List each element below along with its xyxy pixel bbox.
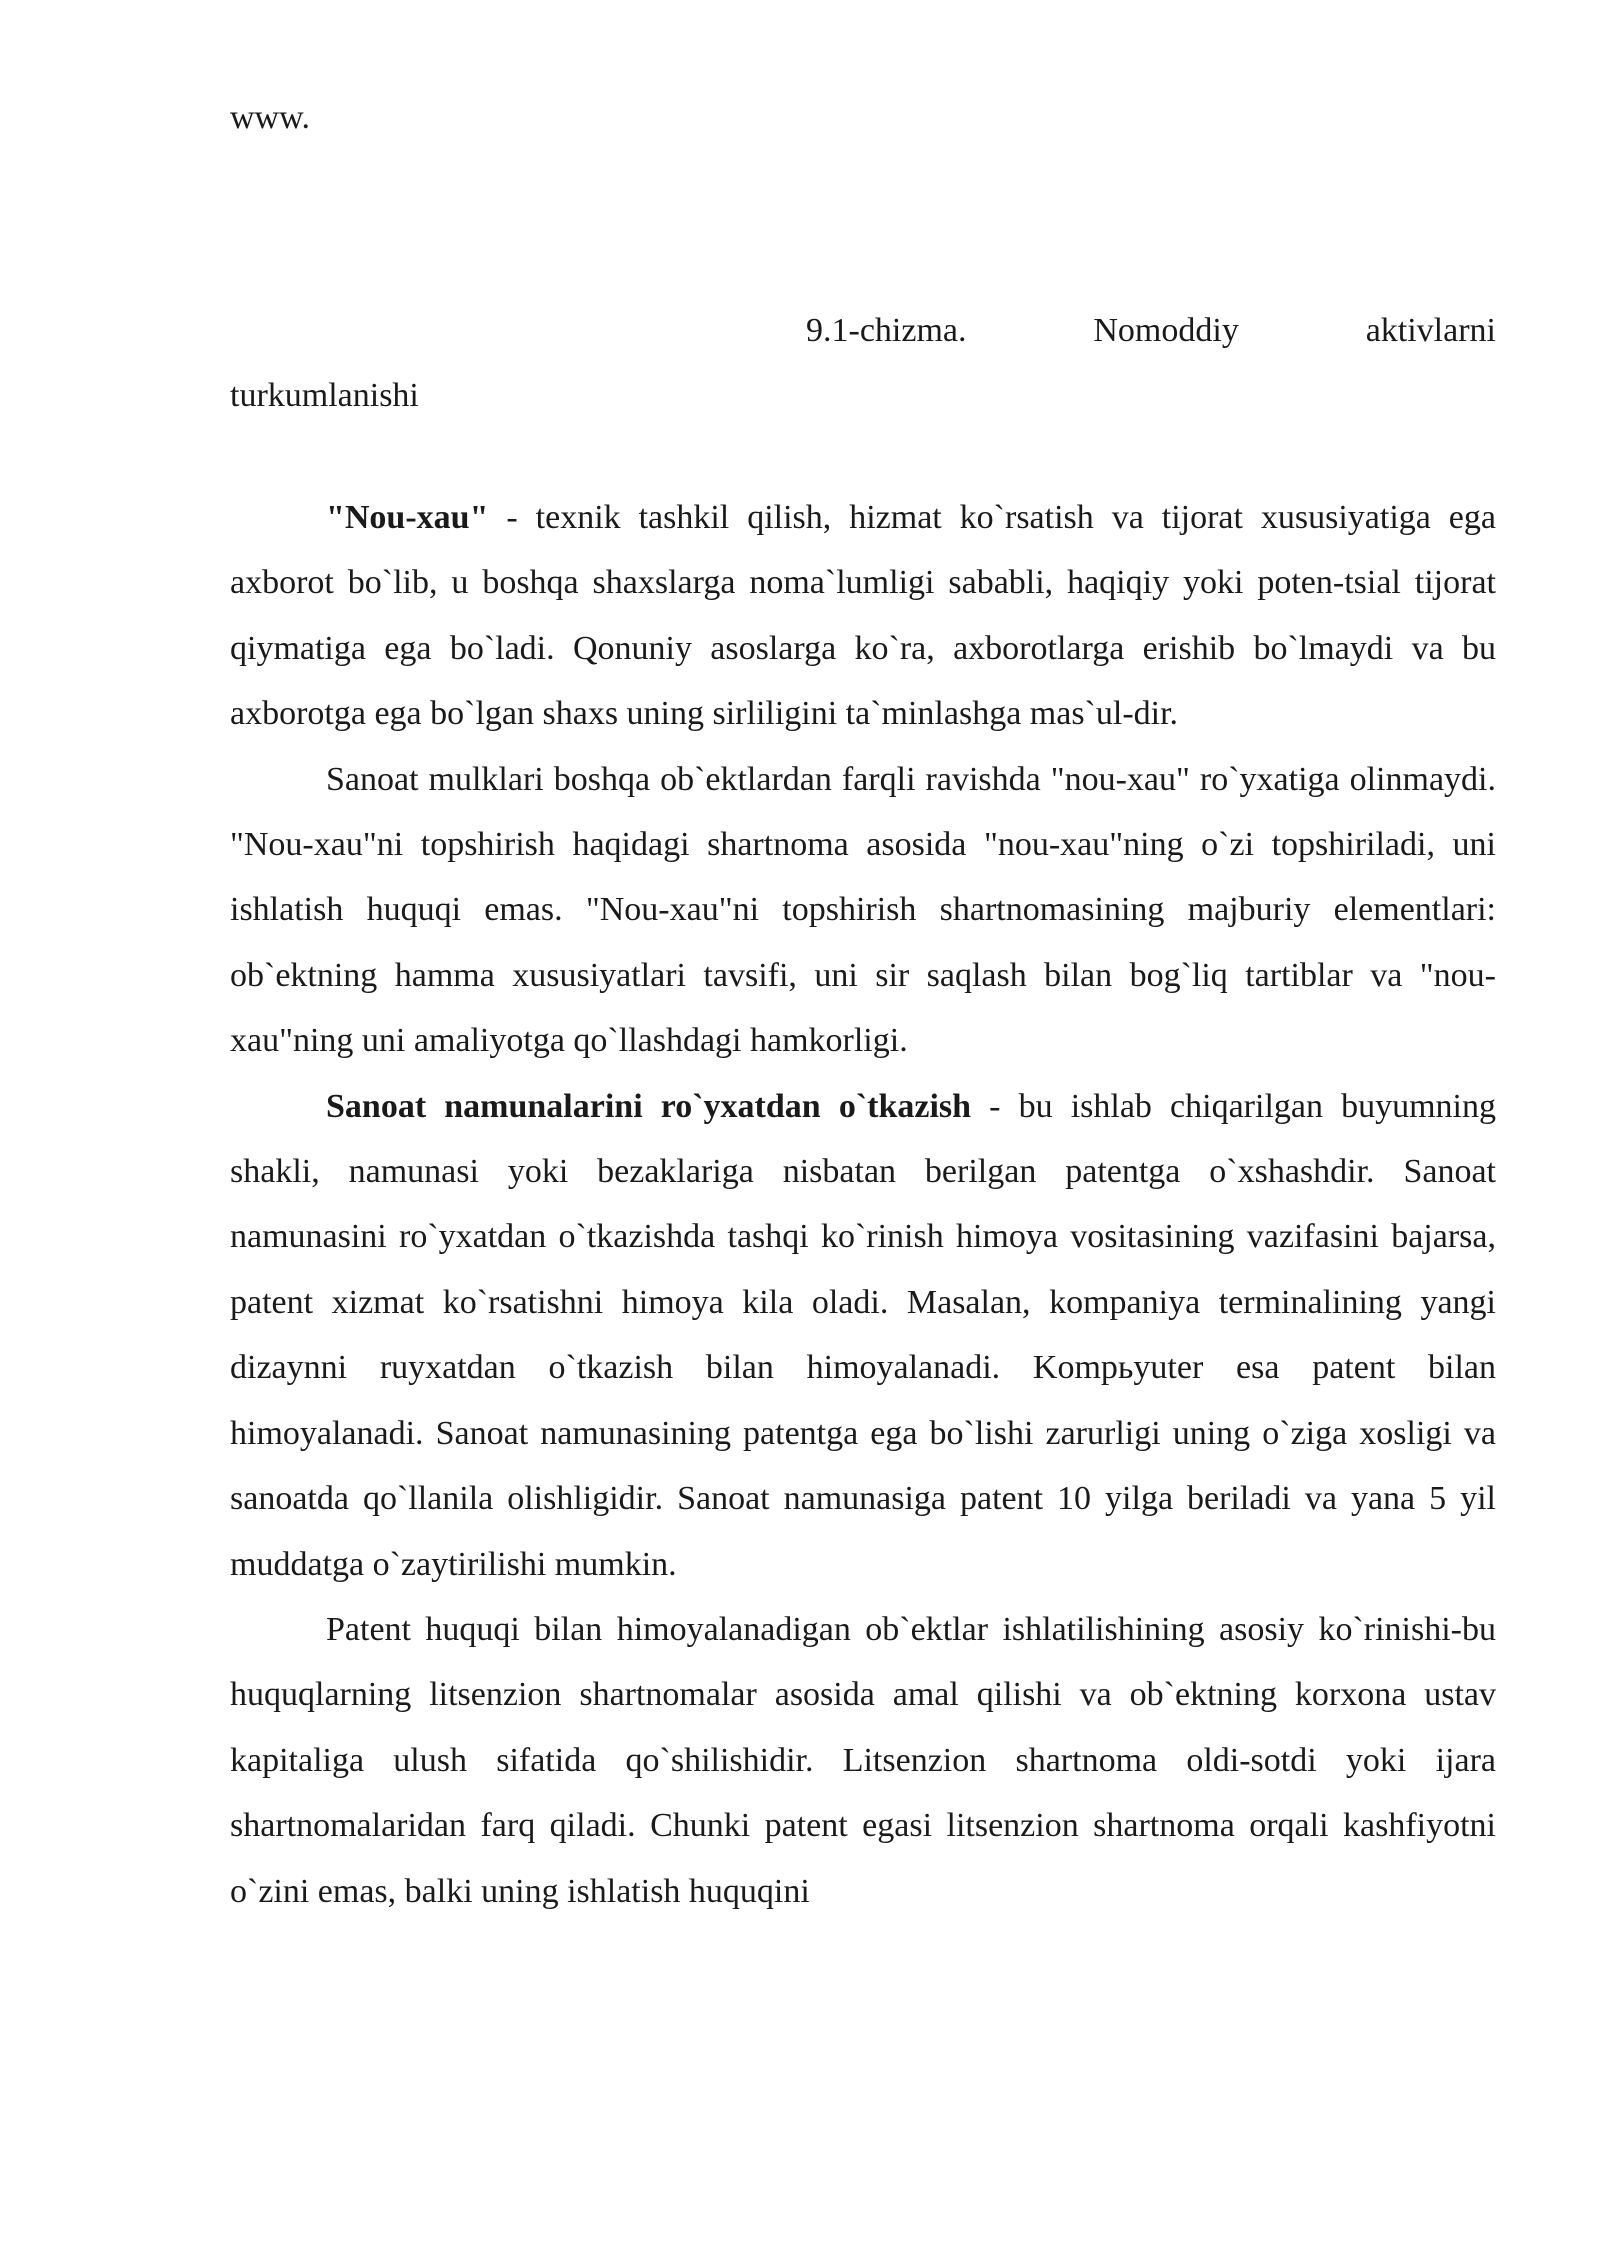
paragraph-sanoat-mulklari — [230, 747, 1496, 1074]
body-text — [230, 485, 1496, 1924]
term-sanoat-namunalari: Sanoat namunalarini ro`yxatdan o`tkazish — [326, 1087, 972, 1125]
paragraph-text: Patent huquqi bilan himoyalanadigan ob`ektlar ishlatilishining asosiy ko`rinishi-bu huquqlarning litsenzion shartnomalar asosida amal qilishi va ob`ektning korxona ustav kapitaliga ulush sifatida qo`shilishidir. Litsenzion shartnoma oldi-sotdi yoki ijara shartnomalaridan farq qiladi. Chunki patent egasi litsenzion shartnoma orqali kashfiyotni o`zini emas, balki uning ishlatish huquqini — [230, 1610, 1496, 1910]
paragraph-sanoat-namunalari — [230, 1074, 1496, 1597]
paragraph-text: - bu ishlab chiqarilgan buyumning shakli, namunasi yoki bezaklariga nisbatan berilgan patentga o`xshashdir. Sanoat namunasini ro`yxatdan o`tkazishda tashqi ko`rinish himoya vositasining vazifasini bajarsa, patent xizmat ko`rsatishni himoya kila oladi. Masalan, kompaniya terminalining yangi dizaynni ruyxatdan o`tkazish bilan himoyalanadi. Kompьyuter esa patent bilan himoyalanadi. Sanoat namunasining patentga ega bo`lishi zarurligi uning o`ziga xosligi va sanoatda qo`llanila olishligidir. Sanoat namunasiga patent 10 yilga beriladi va yana 5 yil muddatga o`zaytirilishi mumkin. — [230, 1087, 1496, 1583]
caption-number: 9.1-chizma. — [806, 312, 967, 349]
header-www-text: www. — [230, 99, 310, 136]
caption-line-1 — [230, 298, 1496, 363]
paragraph-nou-xau — [230, 485, 1496, 747]
caption-word-2: aktivlarni — [1365, 312, 1496, 349]
caption-line-2: turkumlanishi — [230, 377, 419, 414]
figure-caption — [230, 298, 1496, 428]
term-nou-xau: "Nou-xau" — [326, 499, 489, 536]
paragraph-text: - texnik tashkil qilish, hizmat ko`rsatish va tijorat xususiyatiga ega axborot bo`lib, u boshqa shaxslarga noma`lumligi sababli, haqiqiy yoki poten-tsial tijorat qiymatiga ega bo`ladi. Qonuniy asoslarga ko`ra, axborotlarga erishib bo`lmaydi va bu axborotga ega bo`lgan shaxs uning sirliligini ta`minlashga mas`ul-dir. — [230, 499, 1496, 733]
paragraph-text: Sanoat mulklari boshqa ob`ektlardan farqli ravishda "nou-xau" ro`yxatiga olinmaydi. "Nou-xau"ni topshirish haqidagi shartnoma asosida "nou-xau"ning o`zi topshiriladi, uni ishlatish huquqi emas. "Nou-xau"ni topshirish shartnomasining majburiy elementlari: ob`ektning hamma xususiyatlari tavsifi, uni sir saqlash bilan bog`liq tartiblar va "nou-xau"ning uni amaliyotga qo`llashdagi hamkorligi. — [230, 760, 1496, 1060]
paragraph-patent-huquqi — [230, 1597, 1496, 1924]
caption-word-1: Nomoddiy — [1093, 312, 1239, 349]
